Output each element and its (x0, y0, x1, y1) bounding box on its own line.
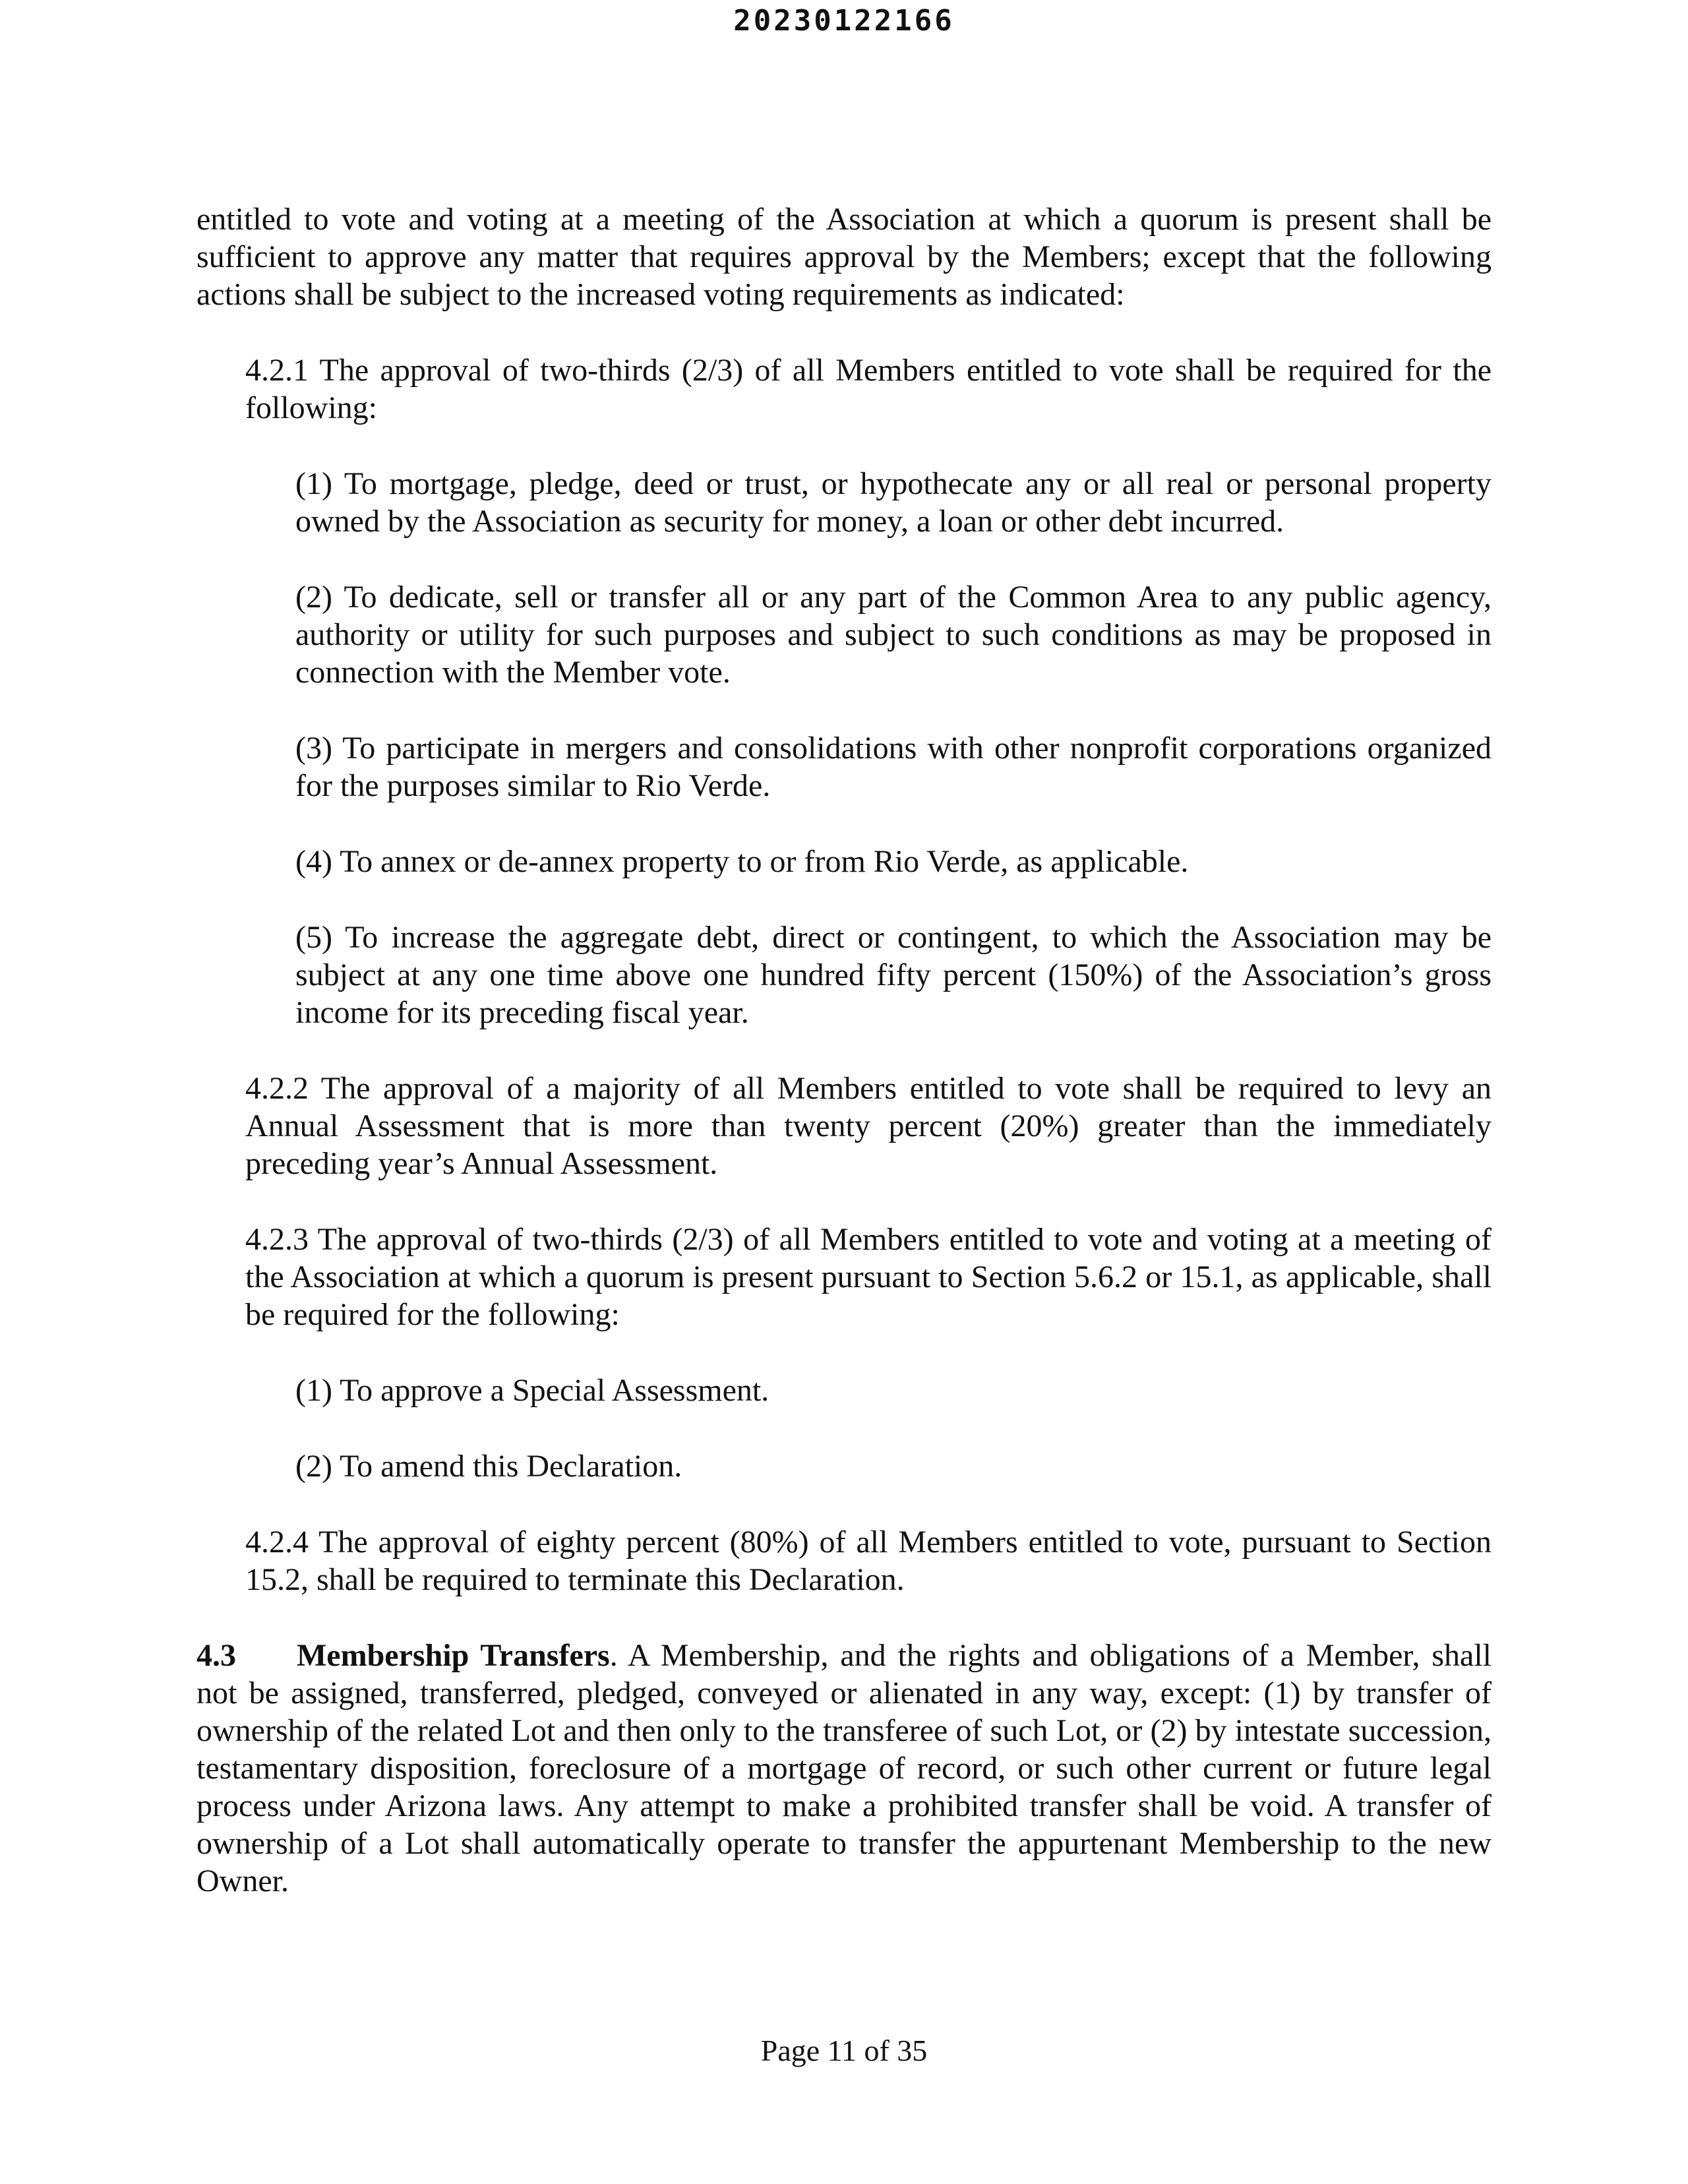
section-4-2-1-item-2: (2) To dedicate, sell or transfer all or any part of the Common Area to any public agency, authority or utility for such purposes and subject to such conditions as may be proposed in connection with the Member vote. (295, 580, 1492, 690)
section-4-2-1-item-4: (4) To annex or de-annex property to or from Rio Verde, as applicable. (295, 844, 1189, 879)
section-4-3-number: 4.3 (196, 1638, 236, 1673)
section-4-2-3: 4.2.3 The approval of two-thirds (2/3) of all Members entitled to vote and voting at a meeting of the Association at which a quorum is present pursuant to Section 5.6.2 or 15.1, as applicable, shall be required for the following: (245, 1222, 1492, 1332)
section-4-2-2: 4.2.2 The approval of a majority of all Members entitled to vote shall be required to levy an Annual Assessment that is more than twenty percent (20%) greater than the immediately preceding year’s Annual Assessment. (245, 1071, 1492, 1181)
section-4-2-1-item-1: (1) To mortgage, pledge, deed or trust, or hypothecate any or all real or personal property owned by the Association as security for money, a loan or other debt incurred. (295, 466, 1492, 539)
section-4-2-3-item-2: (2) To amend this Declaration. (295, 1449, 682, 1484)
intro-paragraph: entitled to vote and voting at a meeting of the Association at which a quorum is present shall be sufficient to approve any matter that requires approval by the Members; except that the following actions shall be subject to the increased voting requirements as indicated: (196, 202, 1492, 312)
section-4-2-3-item-1: (1) To approve a Special Assessment. (295, 1373, 769, 1408)
section-4-2-1-item-5: (5) To increase the aggregate debt, direct or contingent, to which the Association may be subject at any one time above one hundred fifty percent (150%) of the Association’s gross income for its preceding fiscal year. (295, 920, 1492, 1030)
section-4-3-text: . A Membership, and the rights and obligations of a Member, shall not be assigned, transferred, pledged, conveyed or alienated in any way, except: (1) by transfer of ownership of the related Lot and then only to the transferee of such Lot, or (2) by intestate succession, testamentary disposition, foreclosure of a mortgage of record, or such other current or future legal process under Arizona laws. Any attempt to make a prohibited transfer shall be void. A transfer of ownership of a Lot shall automatically operate to transfer the appurtenant Membership to the new Owner. (196, 1638, 1492, 1898)
section-4-3-title: Membership Transfers (297, 1638, 610, 1673)
section-4-2-1: 4.2.1 The approval of two-thirds (2/3) of all Members entitled to vote shall be required for the following: (245, 353, 1492, 425)
section-4-2-1-item-3: (3) To participate in mergers and consolidations with other nonprofit corporations organized for the purposes similar to Rio Verde. (295, 731, 1492, 803)
recording-number: 20230122166 (733, 4, 955, 38)
page-number: Page 11 of 35 (760, 2034, 928, 2067)
document-body (196, 200, 1492, 1938)
section-4-3 (196, 1637, 1492, 1900)
section-4-2-4: 4.2.4 The approval of eighty percent (80%) of all Members entitled to vote, pursuant to Section 15.2, shall be required to terminate this Declaration. (245, 1525, 1492, 1597)
